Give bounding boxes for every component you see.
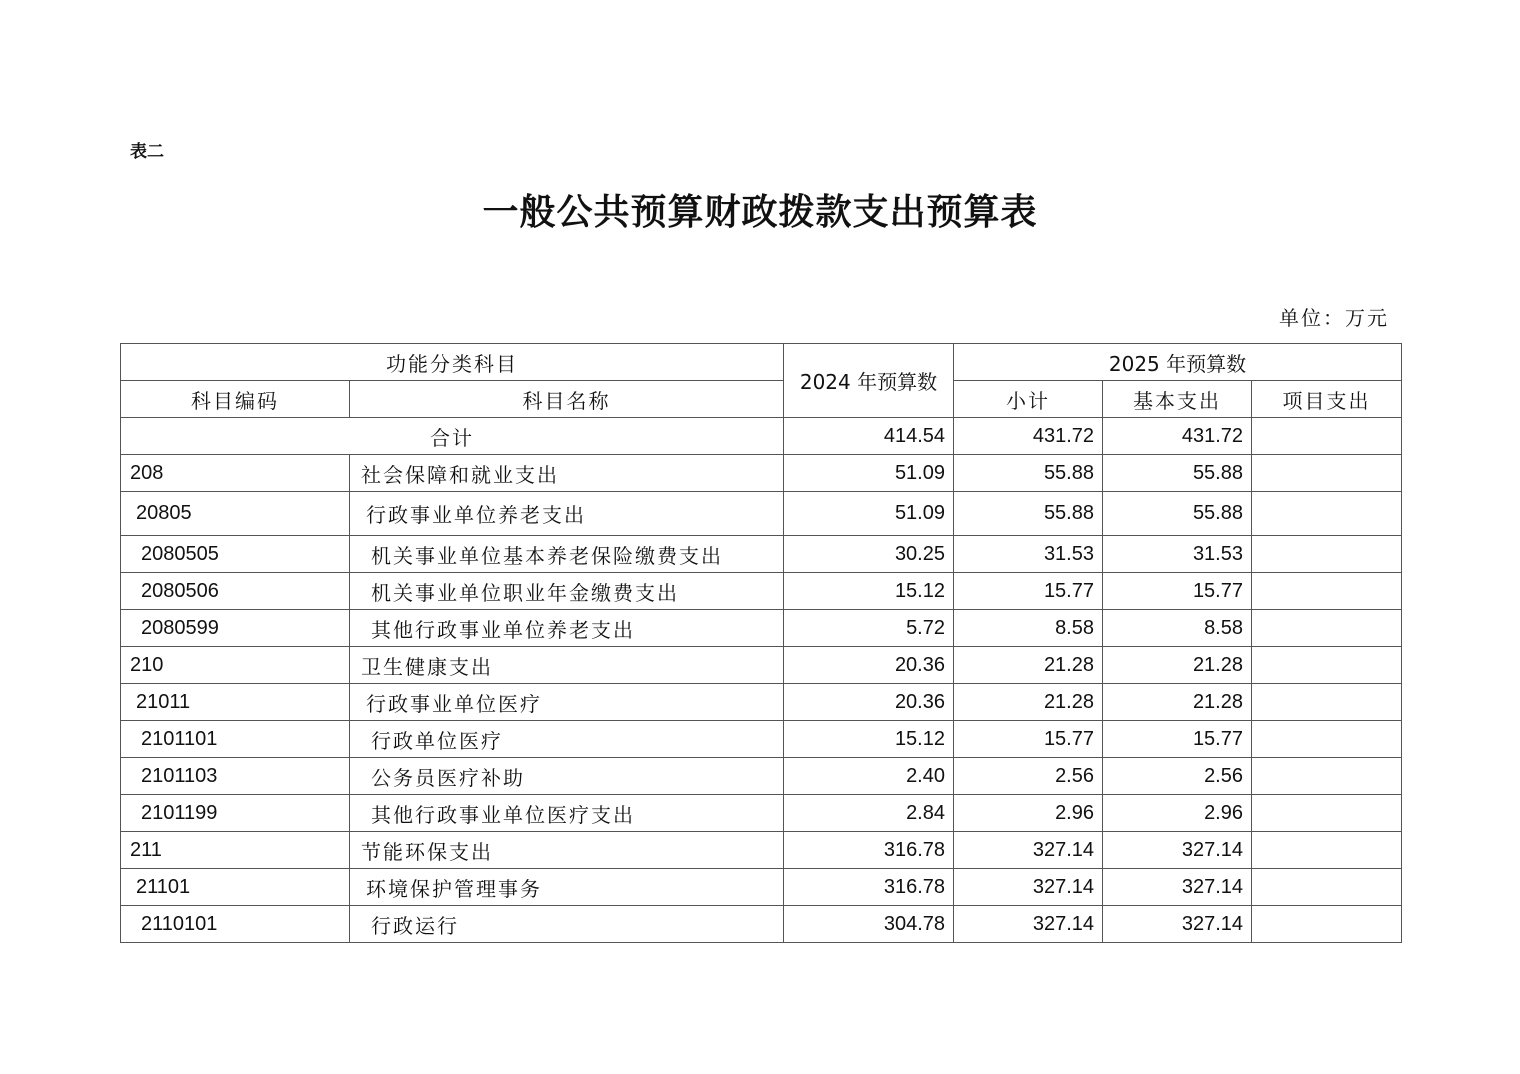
project-expenditure-cell (1252, 647, 1402, 684)
budget-2024-cell: 51.09 (784, 455, 954, 492)
subtotal-cell: 2.96 (954, 795, 1103, 832)
budget-2024-cell: 304.78 (784, 906, 954, 943)
basic-expenditure-cell: 21.28 (1103, 647, 1252, 684)
total-label: 合计 (121, 418, 784, 455)
project-expenditure-cell (1252, 795, 1402, 832)
page-title: 一般公共预算财政拨款支出预算表 (482, 191, 1038, 233)
basic-expenditure-cell: 31.53 (1103, 536, 1252, 573)
subject-code-cell: 2080505 (121, 536, 350, 573)
project-expenditure-cell (1252, 721, 1402, 758)
budget-2024-cell: 2.84 (784, 795, 954, 832)
subject-code-cell: 21011 (121, 684, 350, 721)
subtotal-cell: 21.28 (954, 684, 1103, 721)
basic-expenditure-cell: 15.77 (1103, 721, 1252, 758)
project-expenditure-cell (1252, 455, 1402, 492)
basic-expenditure-cell: 327.14 (1103, 832, 1252, 869)
budget-2024-cell: 15.12 (784, 573, 954, 610)
budget-2024-cell: 51.09 (784, 492, 954, 536)
total-subtotal: 431.72 (954, 418, 1103, 455)
subject-name-cell: 节能环保支出 (350, 832, 784, 869)
table-row (121, 869, 1402, 906)
table-row (121, 536, 1402, 573)
basic-expenditure-cell: 15.77 (1103, 573, 1252, 610)
subject-code-cell: 2101103 (121, 758, 350, 795)
subtotal-cell: 327.14 (954, 869, 1103, 906)
subtotal-cell: 8.58 (954, 610, 1103, 647)
subject-name-cell: 公务员医疗补助 (350, 758, 784, 795)
table-row (121, 492, 1402, 536)
subject-name-cell: 机关事业单位职业年金缴费支出 (350, 573, 784, 610)
table-row (121, 721, 1402, 758)
subject-code-cell: 20805 (121, 492, 350, 536)
project-expenditure-cell (1252, 758, 1402, 795)
unit-label: 单位：万元 (1279, 306, 1389, 330)
basic-expenditure-cell: 2.56 (1103, 758, 1252, 795)
subject-code-cell: 211 (121, 832, 350, 869)
header-budget-2024: 2024 年预算数 (784, 344, 954, 418)
total-budget-2024: 414.54 (784, 418, 954, 455)
header-functional-classification: 功能分类科目 (121, 344, 784, 381)
table-label: 表二 (130, 142, 164, 162)
header-project-expenditure: 项目支出 (1252, 381, 1402, 418)
subject-code-cell: 210 (121, 647, 350, 684)
table-row (121, 455, 1402, 492)
project-expenditure-cell (1252, 684, 1402, 721)
budget-2024-cell: 15.12 (784, 721, 954, 758)
subtotal-cell: 15.77 (954, 573, 1103, 610)
project-expenditure-cell (1252, 610, 1402, 647)
subtotal-cell: 55.88 (954, 492, 1103, 536)
table-row (121, 832, 1402, 869)
basic-expenditure-cell: 327.14 (1103, 869, 1252, 906)
subject-name-cell: 其他行政事业单位养老支出 (350, 610, 784, 647)
subtotal-cell: 327.14 (954, 906, 1103, 943)
header-basic-expenditure: 基本支出 (1103, 381, 1252, 418)
subject-name-cell: 行政事业单位医疗 (350, 684, 784, 721)
project-expenditure-cell (1252, 573, 1402, 610)
subject-name-cell: 行政运行 (350, 906, 784, 943)
basic-expenditure-cell: 21.28 (1103, 684, 1252, 721)
subject-code-cell: 208 (121, 455, 350, 492)
budget-table (120, 343, 1402, 943)
subtotal-cell: 31.53 (954, 536, 1103, 573)
basic-expenditure-cell: 327.14 (1103, 906, 1252, 943)
subject-code-cell: 2101101 (121, 721, 350, 758)
budget-2024-cell: 20.36 (784, 684, 954, 721)
subject-name-cell: 社会保障和就业支出 (350, 455, 784, 492)
subject-name-cell: 环境保护管理事务 (350, 869, 784, 906)
basic-expenditure-cell: 55.88 (1103, 492, 1252, 536)
budget-2024-cell: 30.25 (784, 536, 954, 573)
project-expenditure-cell (1252, 906, 1402, 943)
subtotal-cell: 2.56 (954, 758, 1103, 795)
basic-expenditure-cell: 8.58 (1103, 610, 1252, 647)
header-subject-code: 科目编码 (121, 381, 350, 418)
budget-2024-cell: 2.40 (784, 758, 954, 795)
table-row (121, 573, 1402, 610)
basic-expenditure-cell: 2.96 (1103, 795, 1252, 832)
subtotal-cell: 327.14 (954, 832, 1103, 869)
project-expenditure-cell (1252, 492, 1402, 536)
budget-2024-cell: 5.72 (784, 610, 954, 647)
header-budget-2025: 2025 年预算数 (954, 344, 1402, 381)
subject-code-cell: 21101 (121, 869, 350, 906)
subject-code-cell: 2101199 (121, 795, 350, 832)
table-row (121, 647, 1402, 684)
table-row (121, 684, 1402, 721)
project-expenditure-cell (1252, 869, 1402, 906)
subject-code-cell: 2080599 (121, 610, 350, 647)
budget-2024-cell: 20.36 (784, 647, 954, 684)
subject-name-cell: 机关事业单位基本养老保险缴费支出 (350, 536, 784, 573)
subject-code-cell: 2110101 (121, 906, 350, 943)
subtotal-cell: 55.88 (954, 455, 1103, 492)
project-expenditure-cell (1252, 832, 1402, 869)
total-project (1252, 418, 1402, 455)
basic-expenditure-cell: 55.88 (1103, 455, 1252, 492)
subject-name-cell: 行政单位医疗 (350, 721, 784, 758)
table-row (121, 758, 1402, 795)
table-row (121, 610, 1402, 647)
project-expenditure-cell (1252, 536, 1402, 573)
table-row (121, 906, 1402, 943)
subtotal-cell: 21.28 (954, 647, 1103, 684)
subject-code-cell: 2080506 (121, 573, 350, 610)
budget-2024-cell: 316.78 (784, 832, 954, 869)
header-subject-name: 科目名称 (350, 381, 784, 418)
subtotal-cell: 15.77 (954, 721, 1103, 758)
total-row (121, 418, 1402, 455)
subject-name-cell: 卫生健康支出 (350, 647, 784, 684)
budget-2024-cell: 316.78 (784, 869, 954, 906)
subject-name-cell: 行政事业单位养老支出 (350, 492, 784, 536)
header-subtotal: 小计 (954, 381, 1103, 418)
table-row (121, 795, 1402, 832)
subject-name-cell: 其他行政事业单位医疗支出 (350, 795, 784, 832)
total-basic: 431.72 (1103, 418, 1252, 455)
